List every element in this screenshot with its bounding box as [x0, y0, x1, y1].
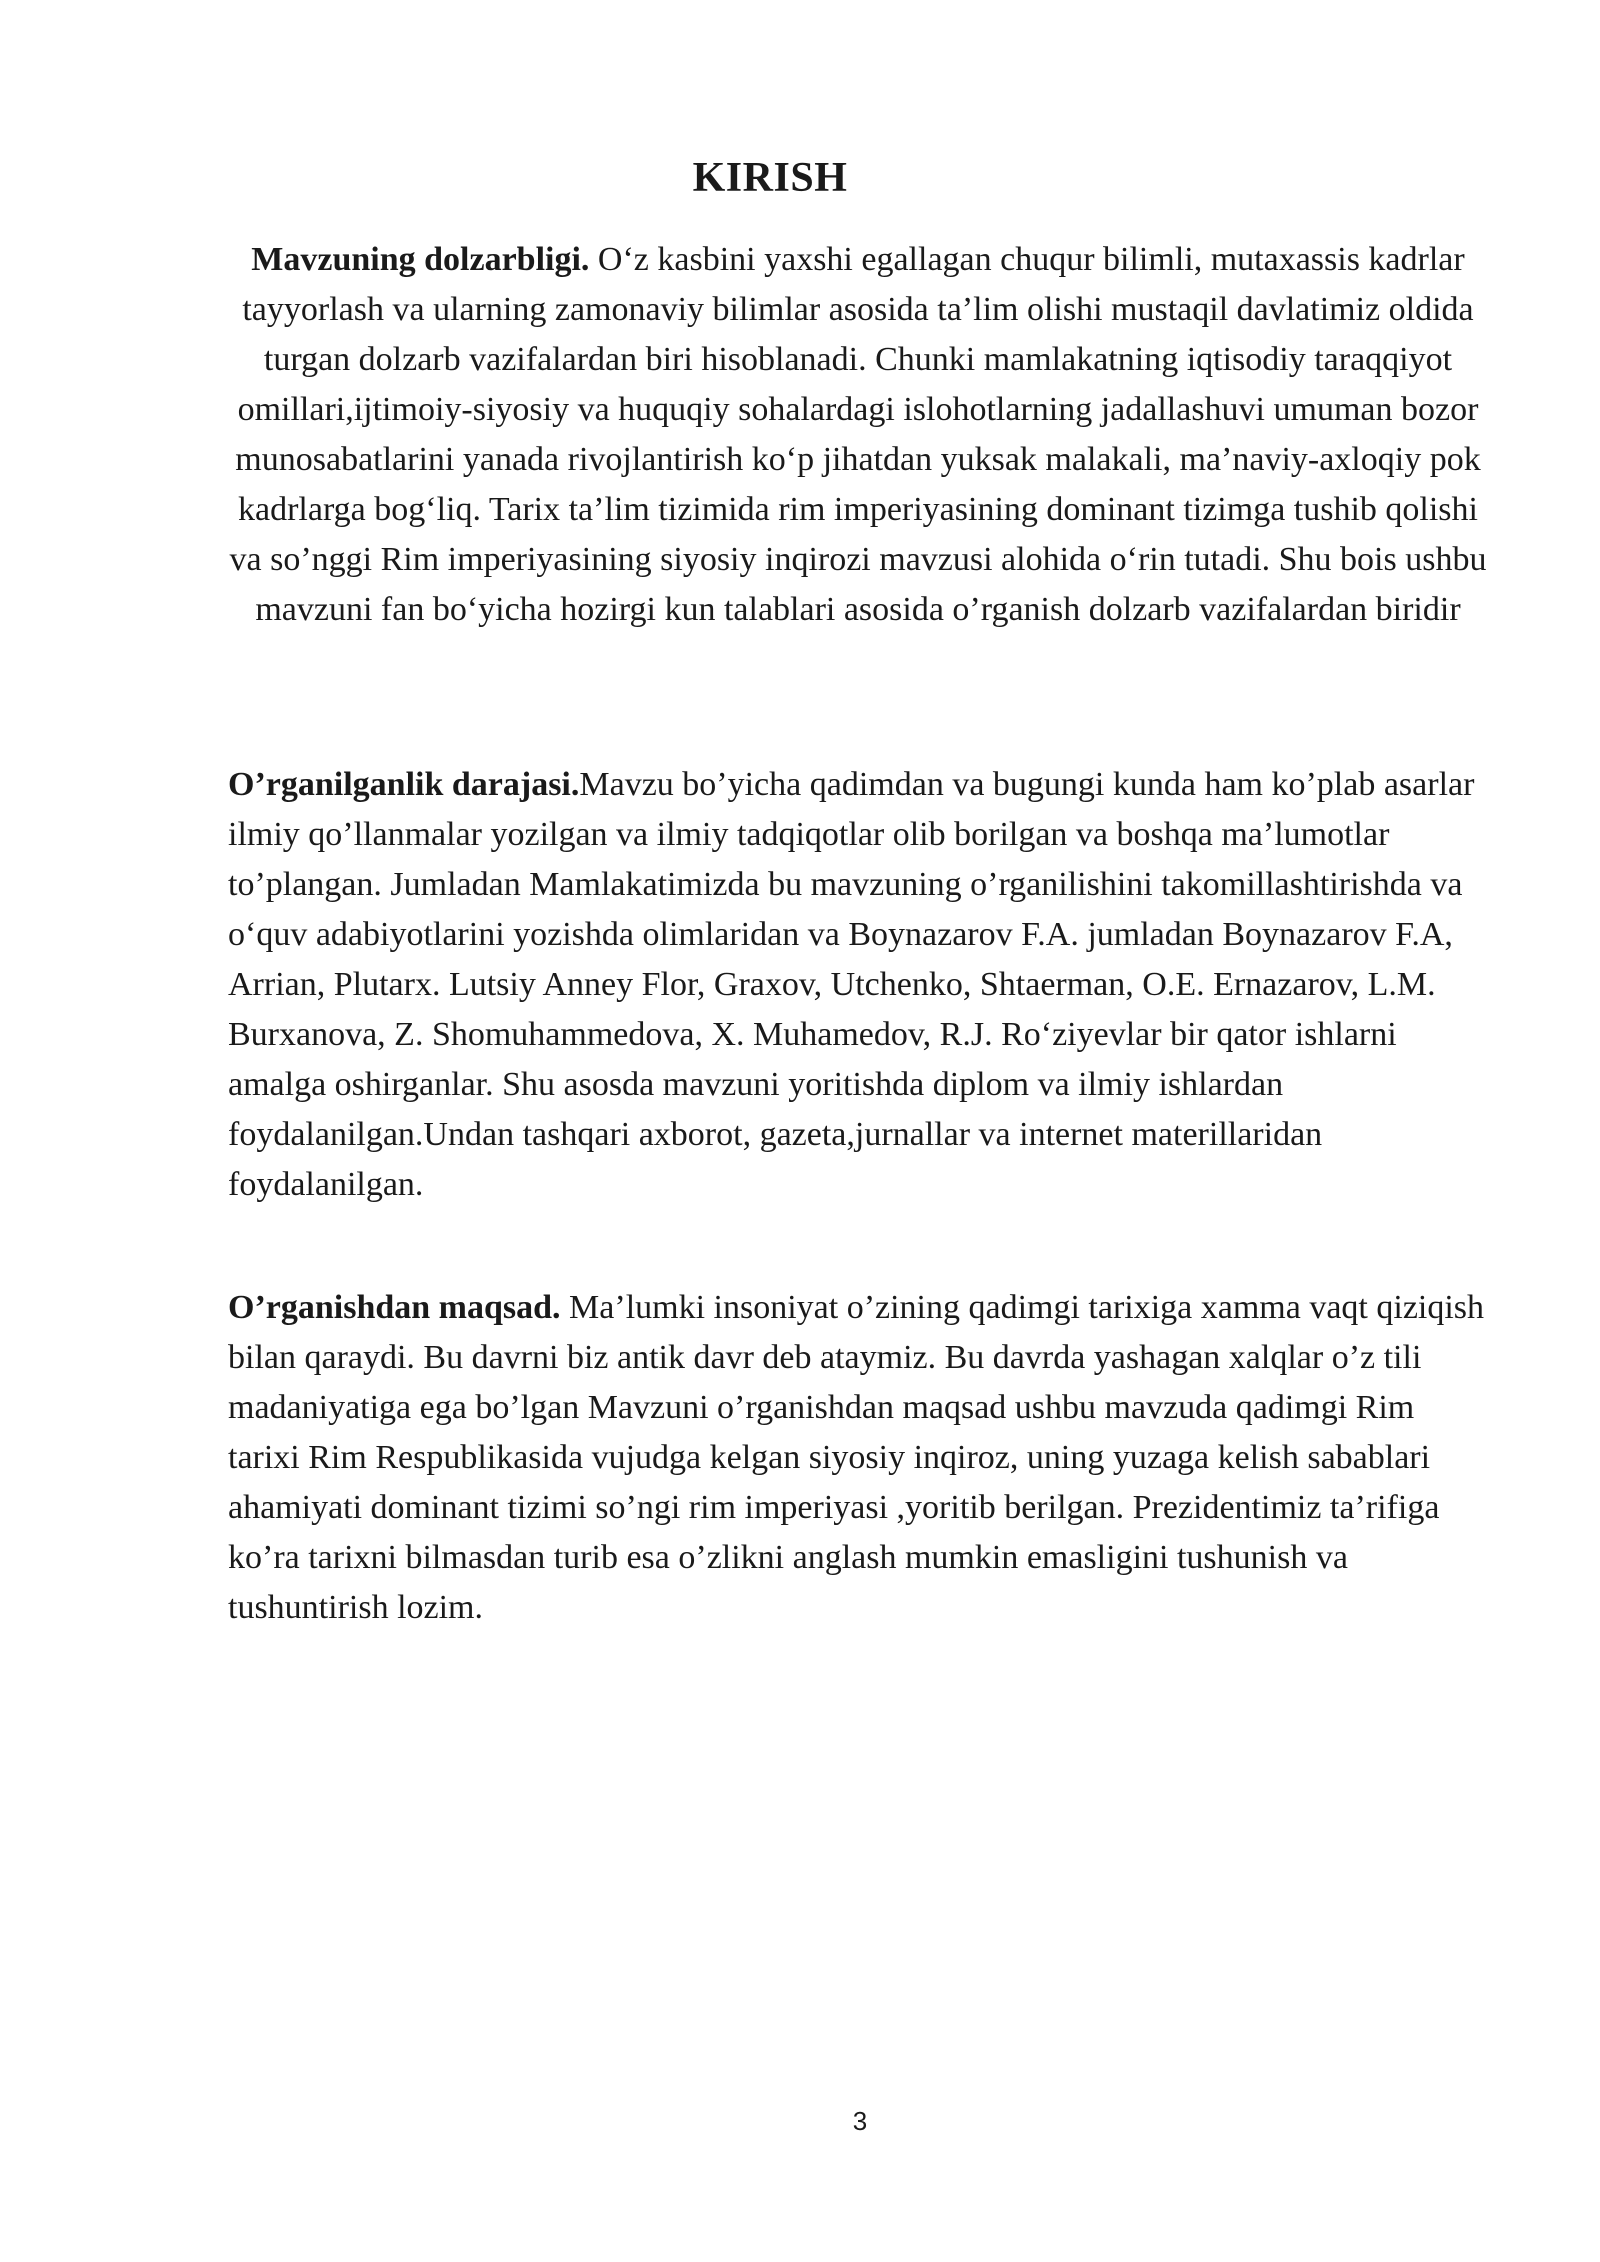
paragraph-purpose: [228, 1283, 1490, 1633]
paragraph-text: Ma’lumki insoniyat o’zining qadimgi tarixiga xamma vaqt qiziqish bilan qaraydi. Bu davrni biz antik davr deb ataymiz. Bu davrda yashagan xalqlar o’z tili madaniyatiga ega bo’lgan Mavzuni o’rganishdan maqsad ushbu mavzuda qadimgi Rim tarixi Rim Respublikasida vujudga kelgan siyosiy inqiroz, uning yuzaga kelish sabablari ahamiyati dominant tizimi so’ngi rim imperiyasi ,yoritib berilgan. Prezidentimiz ta’rifiga ko’ra tarixni bilmasdan turib esa o’zlikni anglash mumkin emasligini tushunish va tushuntirish lozim.: [228, 1289, 1485, 1626]
page-number: 3: [852, 2106, 868, 2136]
paragraph-relevance: [222, 235, 1494, 635]
paragraph-heading: O’rganilganlik darajasi.: [228, 766, 580, 803]
paragraph-heading: Mavzuning dolzarbligi.: [251, 241, 590, 278]
paragraph-study-degree: [228, 760, 1490, 1210]
paragraph-text: Mavzu bo’yicha qadimdan va bugungi kunda ham ko’plab asarlar ilmiy qo’llanmalar yozilgan va ilmiy tadqiqotlar olib borilgan va boshqa ma’lumotlar to’plangan. Jumladan Mamlakatimizda bu mavzuning o’rganilishini takomillashtirishda va o‘quv adabiyotlarini yozishda olimlaridan va Boynazarov F.A. jumladan Boynazarov F.A, Arrian, Plutarx. Lutsiy Anney Flor, Graxov, Utchenko, Shtaerman, O.E. Ernazarov, L.M. Burxanova, Z. Shomuhammedova, X. Muhamedov, R.J. Ro‘ziyevlar bir qator ishlarni amalga oshirganlar. Shu asosda mavzuni yoritishda diplom va ilmiy ishlardan foydalanilgan.Undan tashqari axborot, gazeta,jurnallar va internet materillaridan foydalanilgan.: [228, 766, 1475, 1203]
paragraph-heading: O’rganishdan maqsad.: [228, 1289, 561, 1326]
page-title: KIRISH: [692, 155, 848, 201]
paragraph-text: O‘z kasbini yaxshi egallagan chuqur bilimli, mutaxassis kadrlar tayyorlash va ularning zamonaviy bilimlar asosida ta’lim olishi mustaqil davlatimiz oldida turgan dolzarb vazifalardan biri hisoblanadi. Chunki mamlakatning iqtisodiy taraqqiyot omillari,ijtimoiy-siyosiy va huquqiy sohalardagi islohotlarning jadallashuvi umuman bozor munosabatlarini yanada rivojlantirish ko‘p jihatdan yuksak malakali, ma’naviy-axloqiy pok kadrlarga bog‘liq. Tarix ta’lim tizimida rim imperiyasining dominant tizimga tushib qolishi va so’nggi Rim imperiyasining siyosiy inqirozi mavzusi alohida o‘rin tutadi. Shu bois ushbu mavzuni fan bo‘yicha hozirgi kun talablari asosida o’rganish dolzarb vazifalardan biridir: [229, 241, 1487, 628]
